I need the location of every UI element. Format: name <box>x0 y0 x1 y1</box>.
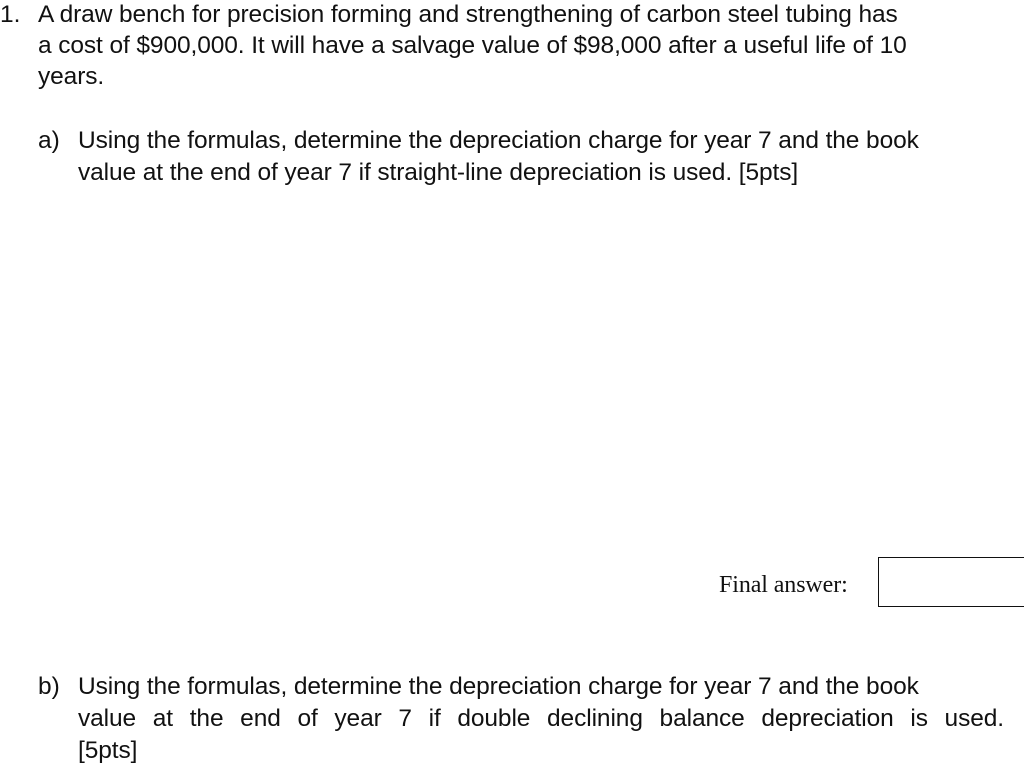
question-text-line-3: years. <box>38 63 105 90</box>
part-b-label: b) <box>38 673 60 700</box>
final-answer-label: Final answer: <box>719 572 848 598</box>
question-number: 1. <box>0 1 21 28</box>
question-text-line-1: A draw bench for precision forming and strengthening of carbon steel tubing has <box>38 1 898 28</box>
question-text-line-2: a cost of $900,000. It will have a salvage value of $98,000 after a useful life of 10 <box>38 32 907 59</box>
final-answer-box[interactable] <box>878 557 1024 607</box>
part-a-text-line-1: Using the formulas, determine the depreciation charge for year 7 and the book <box>78 127 919 154</box>
part-b-text-line-1: Using the formulas, determine the depreciation charge for year 7 and the book <box>78 673 919 700</box>
part-b-text-line-3: [5pts] <box>78 737 138 764</box>
part-a-label: a) <box>38 127 60 154</box>
part-b-text-line-2: value at the end of year 7 if double declining balance depreciation is used. <box>78 705 1004 732</box>
part-a-text-line-2: value at the end of year 7 if straight-line depreciation is used. [5pts] <box>78 159 799 186</box>
